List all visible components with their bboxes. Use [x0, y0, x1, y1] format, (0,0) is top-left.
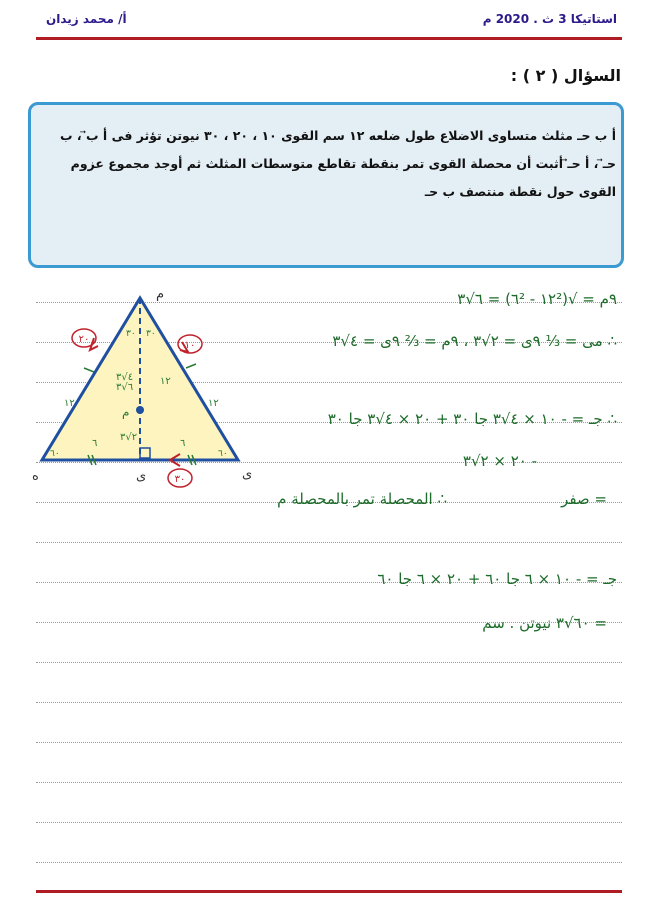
solution-line-4: - ٢٠ × ٢√٣ — [462, 452, 537, 470]
vertex-label-top: م — [156, 287, 165, 302]
triangle-diagram — [28, 280, 268, 490]
force-label-right: ١٠ — [184, 340, 196, 351]
angle-label-bottom-right: ٦٠ — [218, 449, 228, 459]
label-left-side: ١٢ — [64, 398, 75, 409]
solution-line-5: = صفر — [561, 490, 607, 508]
course-title: استاتيكا 3 ث . 2020 م — [482, 12, 617, 26]
label-right-side: ١٢ — [208, 398, 219, 409]
question-title: السؤال ( ٢ ) : — [510, 66, 621, 85]
foot-label: ى — [136, 469, 147, 484]
label-right-half-base: ٦ — [180, 438, 186, 449]
angle-label-top-right: ٣٠ — [146, 329, 156, 339]
centroid-point — [136, 406, 144, 414]
angle-label-bottom-left: ٦٠ — [50, 449, 60, 459]
vertex-label-left: ه — [32, 469, 39, 484]
solution-line-1: ٩م = √(١٢² - ٦²) = ٦√٣ — [457, 290, 617, 308]
solution-line-6: ∴ المحصلة تمر بالمحصلة م — [277, 490, 447, 508]
author-name: أ/ محمد زيدان — [46, 12, 127, 26]
label-median-upper: ٤√٣ — [116, 372, 134, 383]
tick-mark — [186, 364, 196, 368]
top-divider — [36, 37, 622, 40]
centroid-label: م — [122, 405, 130, 419]
vertex-label-right: ى — [242, 467, 253, 482]
label-median-lower: ٢√٣ — [120, 432, 138, 443]
bottom-divider — [36, 890, 622, 893]
label-left-half-base: ٦ — [92, 438, 98, 449]
tick-mark — [84, 368, 94, 372]
solution-line-8: = ٦٠√٣ نيوتن . سم — [482, 614, 607, 632]
force-label-left: ٢٠ — [78, 334, 90, 345]
angle-label-top-left: ٣٠ — [126, 329, 136, 339]
question-text: أ ب حـ مثلث متساوى الاضلاع طول ضلعه ١٢ سم القوى ١٠ ، ٢٠ ، ٣٠ نيوتن تؤثر فى أ ب⃗ ، ب حـ⃗ ، أ حـ⃗ أثبت أن محصلة القوى تمر بنقطة تقاطع متوسطات المثلث ثم أوجد مجموع عزوم القوى حول نقطة منتصف ب حـ — [60, 128, 616, 199]
label-left-inner: ٦√٣ — [116, 382, 134, 393]
label-right-inner: ١٢ — [160, 376, 171, 387]
solution-line-3: ∴ جـ = - ١٠ × ٤√٣ جا ٣٠ + ٢٠ × ٤√٣ جا ٣٠ — [327, 410, 617, 428]
solution-line-7: جـ = - ١٠ × ٦ جا ٦٠ + ٢٠ × ٦ جا ٦٠ — [377, 570, 617, 588]
solution-line-2: ∴ مى = ⅓ ٩ى = ٢√٣ ، ٩م = ⅔ ٩ى = ٤√٣ — [332, 332, 617, 350]
force-label-base: ٣٠ — [174, 474, 186, 485]
